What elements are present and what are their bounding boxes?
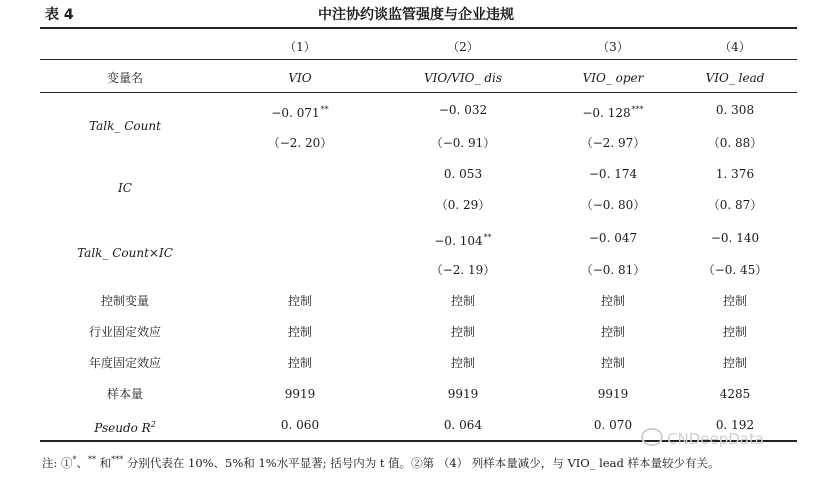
watermark-text: CNDeepData <box>667 430 765 448</box>
col-name-1: VIO <box>288 71 312 85</box>
industry-fe-3: 控制 <box>600 325 625 339</box>
col-name-4: VIO_ lead <box>705 71 765 85</box>
col-number-3: （3） <box>597 40 629 54</box>
header-mid-rule <box>40 59 797 60</box>
row-label-ic: IC <box>118 181 132 195</box>
row-label-interaction: Talk_ Count×IC <box>77 246 173 260</box>
col-name-2: VIO/VIO_ dis <box>423 71 503 85</box>
coef-value: −0. 104 <box>434 234 483 248</box>
year-fe-2: 控制 <box>450 356 475 370</box>
note-sep-2: 和 <box>96 456 112 470</box>
significance-stars: *** <box>631 105 644 114</box>
coef-inter-4: −0. 140 <box>710 231 760 245</box>
tstat-ic-2: （0. 29） <box>435 198 491 212</box>
year-fe-1: 控制 <box>287 356 312 370</box>
pseudo-r2-label: Pseudo R <box>94 421 151 435</box>
row-label-controls: 控制变量 <box>100 294 149 308</box>
tstat-talk-4: （0. 88） <box>707 136 763 150</box>
pseudo-r2-1: 0. 060 <box>280 418 320 432</box>
row-label-industry-fe: 行业固定效应 <box>88 325 161 339</box>
pseudo-r2-exponent: 2 <box>150 420 156 429</box>
controls-4: 控制 <box>722 294 747 308</box>
coef-value: −0. 128 <box>582 106 631 120</box>
coef-inter-3: −0. 047 <box>588 231 638 245</box>
note-star-3: *** <box>111 455 124 465</box>
note-star-1: * <box>72 455 77 465</box>
pseudo-r2-4: 0. 192 <box>715 418 755 432</box>
row-label-pseudo-r2 <box>55 418 195 435</box>
coef-talk-4 <box>680 103 790 117</box>
year-fe-3: 控制 <box>600 356 625 370</box>
coef-talk-2 <box>398 103 528 117</box>
col-number-1: （1） <box>284 40 316 54</box>
controls-1: 控制 <box>287 294 312 308</box>
tstat-inter-2: （−2. 19） <box>430 263 496 277</box>
sample-size-2: 9919 <box>447 387 479 401</box>
col-number-4: （4） <box>719 40 751 54</box>
pseudo-r2-3: 0. 070 <box>593 418 633 432</box>
top-rule <box>40 27 797 29</box>
pseudo-r2-2: 0. 064 <box>443 418 483 432</box>
tstat-inter-4: （−0. 45） <box>702 263 768 277</box>
tstat-ic-4: （0. 87） <box>707 198 763 212</box>
note-text: 分别代表在 10%、5%和 1%水平显著; 括号内为 t 值。②第 （4） 列样本量减少，与 VIO_ lead 样本量较少有关。 <box>123 456 720 470</box>
coef-value: −0. 071 <box>271 106 320 120</box>
wechat-icon <box>641 428 663 446</box>
row-label-year-fe: 年度固定效应 <box>88 356 161 370</box>
coef-value: −0. 032 <box>438 103 488 117</box>
var-header: 变量名 <box>106 71 143 85</box>
header-bottom-rule <box>40 92 797 93</box>
table-note <box>42 455 719 471</box>
tstat-ic-3: （−0. 80） <box>580 198 646 212</box>
coef-ic-2: 0. 053 <box>443 167 483 181</box>
significance-stars: ** <box>320 105 329 114</box>
significance-stars: ** <box>483 233 492 242</box>
industry-fe-2: 控制 <box>450 325 475 339</box>
coef-talk-1 <box>240 103 360 120</box>
controls-3: 控制 <box>600 294 625 308</box>
sample-size-3: 9919 <box>597 387 629 401</box>
industry-fe-4: 控制 <box>722 325 747 339</box>
col-name-3: VIO_ oper <box>582 71 644 85</box>
coef-ic-4: 1. 376 <box>715 167 755 181</box>
tstat-talk-3: （−2. 97） <box>580 136 646 150</box>
sample-size-1: 9919 <box>284 387 316 401</box>
note-star-2: ** <box>88 455 97 465</box>
coef-ic-3: −0. 174 <box>588 167 638 181</box>
note-sep-1: 、 <box>76 456 89 470</box>
controls-2: 控制 <box>450 294 475 308</box>
row-label-sample-size: 样本量 <box>106 387 143 401</box>
coef-inter-2 <box>398 231 528 248</box>
coef-value: 0. 308 <box>715 103 755 117</box>
tstat-talk-1: （−2. 20） <box>267 136 333 150</box>
tstat-talk-2: （−0. 91） <box>430 136 496 150</box>
tstat-inter-3: （−0. 81） <box>580 263 646 277</box>
table-label: 表 4 <box>45 7 74 23</box>
sample-size-4: 4285 <box>719 387 751 401</box>
row-label-talk-count: Talk_ Count <box>89 119 161 133</box>
year-fe-4: 控制 <box>722 356 747 370</box>
watermark <box>641 428 764 448</box>
table-title: 中注协约谈监管强度与企业违规 <box>318 7 514 23</box>
col-number-2: （2） <box>447 40 479 54</box>
coef-talk-3 <box>553 103 673 120</box>
note-prefix: 注: ① <box>42 456 73 470</box>
industry-fe-1: 控制 <box>287 325 312 339</box>
